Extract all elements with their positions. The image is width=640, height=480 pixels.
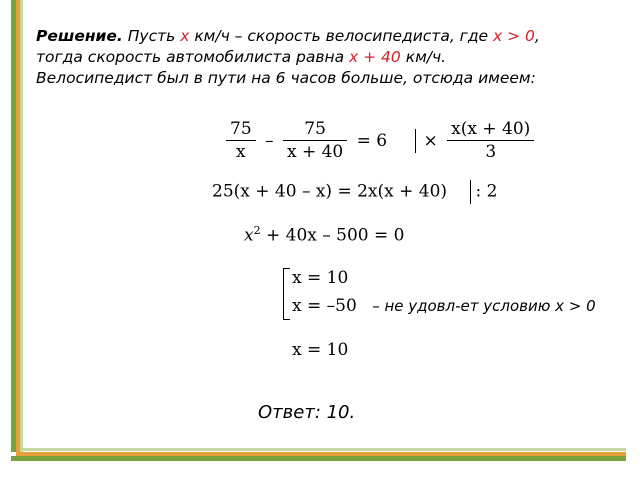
equation-3: $x^2 + 40x - 500 = 0$ [244,224,405,246]
root-2-note: – не удовл-ет условию x > 0 [372,297,596,315]
system-bracket [283,268,290,320]
root-1: x = 10 [292,268,349,288]
car-speed-expr: x + 40 [349,48,401,66]
equation-2: 25(x + 40 – x) = 2x(x + 40) : 2 [212,180,497,204]
root-2: x = –50 [292,296,357,316]
fraction-75-x: $\frac{75}{x}$ [226,118,256,163]
frame-left-light [20,0,23,452]
condition: x > 0 [493,27,535,45]
intro-line-2: тогда скорость автомобилиста равна x + 40 км/ч. [36,48,447,66]
fraction-75-x-plus-40: $\frac{75}{x + 40}$ [283,118,347,163]
operation-divider [415,129,416,153]
intro-line-1: Решение. Пусть x км/ч – скорость велосипедиста, где x > 0, [36,27,540,45]
var-x: x [180,27,190,45]
intro-line-3: Велосипедист был в пути на 6 часов больше, отсюда имеем: [36,69,536,87]
frame-bottom-light [23,448,626,451]
root-2-line [292,296,596,316]
equation-1: $\frac{75}{x}$ – $\frac{75}{x + 40}$ = 6 × $\frac{x(x + 40)}{3}$ [226,118,534,163]
operation-divider-2 [470,180,471,204]
solution-intro [36,26,626,89]
solution-label: Решение. [36,27,123,45]
final-root: x = 10 [292,340,349,360]
frame-bottom-green [11,456,626,461]
fraction-multiplier: $\frac{x(x + 40)}{3}$ [447,118,534,163]
answer: Ответ: 10. [258,402,356,423]
